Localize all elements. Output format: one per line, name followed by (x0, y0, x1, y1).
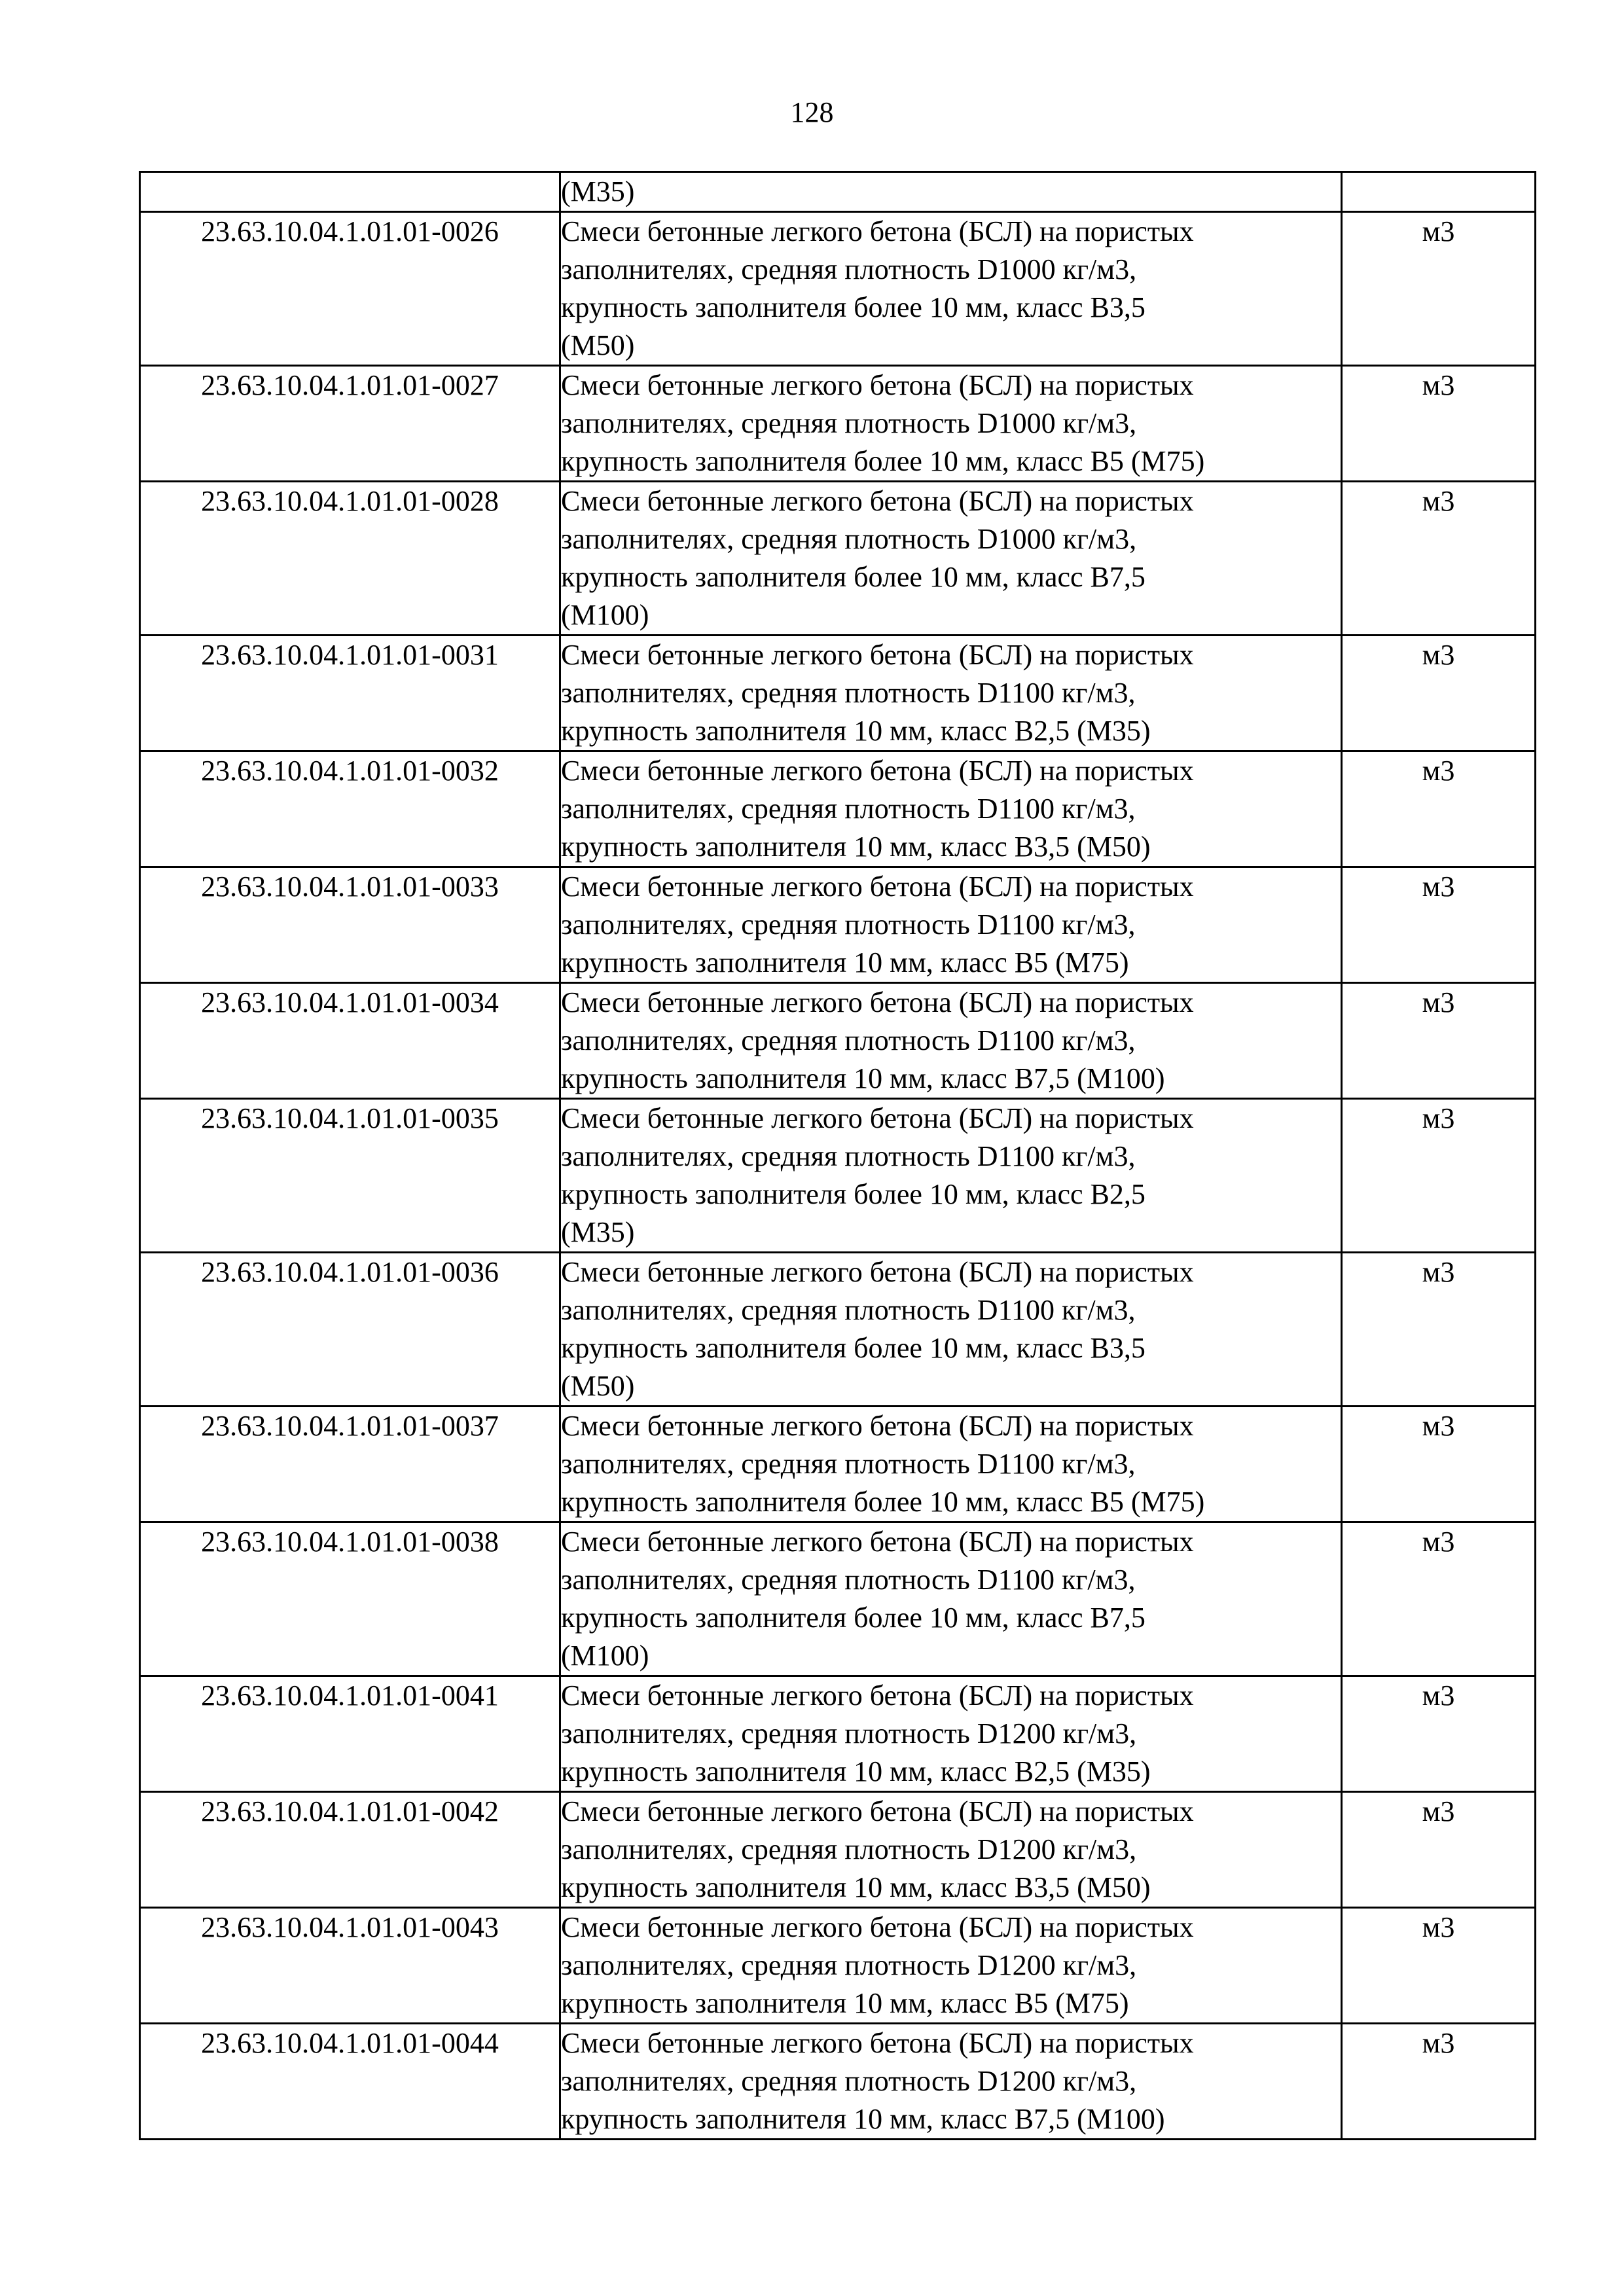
description-line: заполнителях, средняя плотность D1100 кг/м3, (561, 908, 1136, 941)
table-row (140, 172, 1536, 212)
table-row (140, 751, 1536, 867)
resource-code-cell: 23.63.10.04.1.01.01-0031 (140, 636, 560, 751)
description-line: заполнителях, средняя плотность D1000 кг/м3, (561, 523, 1137, 555)
resource-table (139, 171, 1536, 2140)
unit-cell: м3 (1342, 1676, 1536, 1792)
unit-cell: м3 (1342, 1908, 1536, 2024)
description-line: заполнителях, средняя плотность D1000 кг/м3, (561, 253, 1137, 285)
description-line: крупность заполнителя более 10 мм, класс В5 (М75) (561, 1486, 1205, 1518)
description-line: Смеси бетонные легкого бетона (БСЛ) на пористых (561, 870, 1194, 903)
table-body (140, 172, 1536, 2140)
description-line: Смеси бетонные легкого бетона (БСЛ) на пористых (561, 215, 1194, 247)
unit-cell: м3 (1342, 1099, 1536, 1253)
resource-code-cell: 23.63.10.04.1.01.01-0034 (140, 983, 560, 1099)
unit-cell: м3 (1342, 1522, 1536, 1676)
description-line: Смеси бетонные легкого бетона (БСЛ) на пористых (561, 1256, 1194, 1288)
description-line: заполнителях, средняя плотность D1100 кг/м3, (561, 1294, 1136, 1326)
unit-cell: м3 (1342, 751, 1536, 867)
description-line: заполнителях, средняя плотность D1000 кг/м3, (561, 407, 1137, 439)
description-line: крупность заполнителя 10 мм, класс В7,5 (М100) (561, 2103, 1165, 2135)
table-row (140, 1908, 1536, 2024)
resource-description-cell (560, 1099, 1342, 1253)
description-line: (М50) (561, 1370, 635, 1402)
description-line: заполнителях, средняя плотность D1100 кг/м3, (561, 793, 1136, 825)
description-line: заполнителях, средняя плотность D1100 кг/м3, (561, 677, 1136, 709)
table-row (140, 636, 1536, 751)
description-line: заполнителях, средняя плотность D1100 кг/м3, (561, 1024, 1136, 1056)
unit-cell: м3 (1342, 1253, 1536, 1407)
unit-cell: м3 (1342, 636, 1536, 751)
unit-cell: м3 (1342, 212, 1536, 366)
description-line: Смеси бетонные легкого бетона (БСЛ) на пористых (561, 755, 1194, 787)
resource-description-cell (560, 1522, 1342, 1676)
table-row (140, 212, 1536, 366)
unit-cell: м3 (1342, 2024, 1536, 2140)
description-line: крупность заполнителя более 10 мм, класс В3,5 (561, 291, 1146, 323)
description-line: Смеси бетонные легкого бетона (БСЛ) на пористых (561, 1679, 1194, 1712)
resource-description-cell (560, 2024, 1342, 2140)
resource-code-cell: 23.63.10.04.1.01.01-0035 (140, 1099, 560, 1253)
resource-description-cell (560, 1253, 1342, 1407)
resource-description-cell (560, 1407, 1342, 1522)
resource-code-cell: 23.63.10.04.1.01.01-0041 (140, 1676, 560, 1792)
description-line: крупность заполнителя 10 мм, класс В7,5 (М100) (561, 1062, 1165, 1094)
description-line: (М50) (561, 329, 635, 361)
resource-code-cell: 23.63.10.04.1.01.01-0026 (140, 212, 560, 366)
resource-code-cell: 23.63.10.04.1.01.01-0028 (140, 482, 560, 636)
description-line: Смеси бетонные легкого бетона (БСЛ) на пористых (561, 1795, 1194, 1827)
description-line: Смеси бетонные легкого бетона (БСЛ) на пористых (561, 1410, 1194, 1442)
description-line: заполнителях, средняя плотность D1100 кг/м3, (561, 1140, 1136, 1172)
description-line: Смеси бетонные легкого бетона (БСЛ) на пористых (561, 639, 1194, 671)
resource-description-cell (560, 867, 1342, 983)
description-line: крупность заполнителя 10 мм, класс В2,5 (М35) (561, 1755, 1151, 1787)
description-line: заполнителях, средняя плотность D1200 кг/м3, (561, 1949, 1137, 1981)
resource-description-cell (560, 172, 1342, 212)
description-line: Смеси бетонные легкого бетона (БСЛ) на пористых (561, 369, 1194, 401)
unit-cell: м3 (1342, 983, 1536, 1099)
resource-code-cell: 23.63.10.04.1.01.01-0038 (140, 1522, 560, 1676)
table-row (140, 1407, 1536, 1522)
table-row (140, 1522, 1536, 1676)
description-line: Смеси бетонные легкого бетона (БСЛ) на пористых (561, 1911, 1194, 1943)
description-line: крупность заполнителя 10 мм, класс В5 (М75) (561, 946, 1129, 978)
table-row (140, 1099, 1536, 1253)
description-line: крупность заполнителя более 10 мм, класс В7,5 (561, 1602, 1146, 1634)
resource-code-cell: 23.63.10.04.1.01.01-0044 (140, 2024, 560, 2140)
resource-code-cell: 23.63.10.04.1.01.01-0036 (140, 1253, 560, 1407)
unit-cell: м3 (1342, 482, 1536, 636)
description-line: (М100) (561, 1640, 649, 1672)
resource-code-cell: 23.63.10.04.1.01.01-0027 (140, 366, 560, 482)
resource-description-cell (560, 1792, 1342, 1908)
table-row (140, 1253, 1536, 1407)
description-line: крупность заполнителя более 10 мм, класс В7,5 (561, 561, 1146, 593)
table-row (140, 867, 1536, 983)
resource-description-cell (560, 212, 1342, 366)
description-line: заполнителях, средняя плотность D1200 кг/м3, (561, 1833, 1137, 1865)
resource-code-cell: 23.63.10.04.1.01.01-0032 (140, 751, 560, 867)
description-line: крупность заполнителя 10 мм, класс В3,5 (М50) (561, 1871, 1151, 1903)
description-line: заполнителях, средняя плотность D1200 кг/м3, (561, 2065, 1137, 2097)
description-line: Смеси бетонные легкого бетона (БСЛ) на пористых (561, 1526, 1194, 1558)
table-row (140, 366, 1536, 482)
description-line: Смеси бетонные легкого бетона (БСЛ) на пористых (561, 485, 1194, 517)
table-row (140, 1676, 1536, 1792)
description-line: (М35) (561, 1216, 635, 1248)
resource-code-cell: 23.63.10.04.1.01.01-0043 (140, 1908, 560, 2024)
description-line: заполнителях, средняя плотность D1100 кг/м3, (561, 1564, 1136, 1596)
description-line: крупность заполнителя более 10 мм, класс В2,5 (561, 1178, 1146, 1210)
description-line: крупность заполнителя более 10 мм, класс В3,5 (561, 1332, 1146, 1364)
resource-code-cell: 23.63.10.04.1.01.01-0037 (140, 1407, 560, 1522)
resource-code-cell: 23.63.10.04.1.01.01-0033 (140, 867, 560, 983)
description-line: крупность заполнителя более 10 мм, класс В5 (М75) (561, 445, 1205, 477)
table-row (140, 983, 1536, 1099)
resource-description-cell (560, 366, 1342, 482)
description-line: Смеси бетонные легкого бетона (БСЛ) на пористых (561, 986, 1194, 1018)
description-line: Смеси бетонные легкого бетона (БСЛ) на пористых (561, 1102, 1194, 1134)
resource-description-cell (560, 983, 1342, 1099)
unit-cell: м3 (1342, 1792, 1536, 1908)
page-number: 128 (790, 96, 834, 128)
description-line: (М35) (561, 175, 635, 207)
resource-description-cell (560, 482, 1342, 636)
description-line: крупность заполнителя 10 мм, класс В2,5 (М35) (561, 715, 1151, 747)
unit-cell (1342, 172, 1536, 212)
description-line: Смеси бетонные легкого бетона (БСЛ) на пористых (561, 2027, 1194, 2059)
resource-code-cell: 23.63.10.04.1.01.01-0042 (140, 1792, 560, 1908)
description-line: (М100) (561, 599, 649, 631)
resource-description-cell (560, 751, 1342, 867)
description-line: крупность заполнителя 10 мм, класс В5 (М75) (561, 1987, 1129, 2019)
unit-cell: м3 (1342, 1407, 1536, 1522)
unit-cell: м3 (1342, 867, 1536, 983)
resource-description-cell (560, 1908, 1342, 2024)
table-row (140, 1792, 1536, 1908)
table-row (140, 482, 1536, 636)
unit-cell: м3 (1342, 366, 1536, 482)
description-line: заполнителях, средняя плотность D1100 кг/м3, (561, 1448, 1136, 1480)
table-row (140, 2024, 1536, 2140)
resource-code-cell (140, 172, 560, 212)
resource-description-cell (560, 1676, 1342, 1792)
description-line: крупность заполнителя 10 мм, класс В3,5 (М50) (561, 831, 1151, 863)
resource-description-cell (560, 636, 1342, 751)
description-line: заполнителях, средняя плотность D1200 кг/м3, (561, 1717, 1137, 1749)
